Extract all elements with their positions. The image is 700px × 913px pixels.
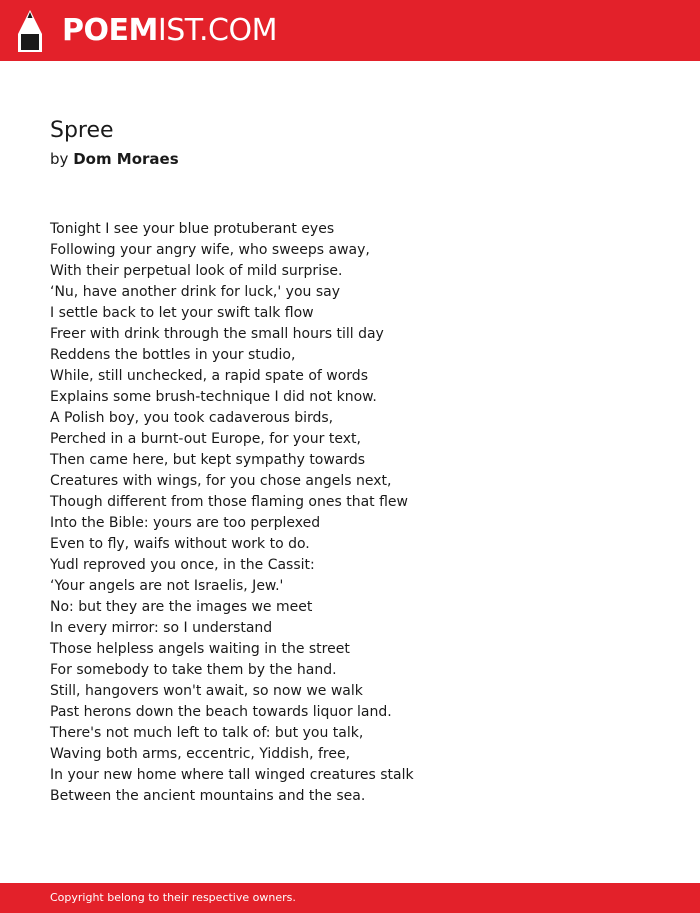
poem-line: In every mirror: so I understand [50, 620, 273, 636]
poem-author: Dom Moraes [73, 150, 179, 168]
poem-line: No: but they are the images we meet [50, 599, 313, 615]
poem-line: Into the Bible: yours are too perplexed [50, 515, 321, 531]
poem-line: Those helpless angels waiting in the street [50, 641, 350, 657]
poem-line: Still, hangovers won't await, so now we walk [50, 683, 363, 699]
poem-line: While, still unchecked, a rapid spate of words [50, 368, 368, 384]
poem-line: Past herons down the beach towards liquor land. [50, 704, 392, 720]
poem-line: Reddens the bottles in your studio, [50, 347, 296, 363]
poem-line: There's not much left to talk of: but you talk, [50, 725, 364, 741]
site-logo[interactable] [62, 12, 277, 50]
poem-line: Between the ancient mountains and the sea. [50, 788, 366, 804]
poem-line: ‘Nu, have another drink for luck,' you say [50, 284, 341, 300]
site-footer [0, 883, 700, 913]
site-header [0, 0, 700, 61]
poem-body [50, 219, 414, 807]
poem-line: In your new home where tall winged creatures stalk [50, 767, 414, 783]
logo-light-text: IST.COM [157, 13, 277, 48]
poem-line: Perched in a burnt-out Europe, for your text, [50, 431, 361, 447]
pencil-tip-icon[interactable] [18, 10, 42, 52]
logo-strong-text: POEM [62, 13, 158, 48]
poem-line: Yudl reproved you once, in the Cassit: [50, 557, 315, 573]
poem-line: I settle back to let your swift talk flow [50, 305, 314, 321]
poem-line: Though different from those flaming ones that flew [50, 494, 408, 510]
copyright-notice: Copyright belong to their respective owners. [50, 891, 296, 904]
poem-byline [50, 149, 179, 169]
poem-line: A Polish boy, you took cadaverous birds, [50, 410, 334, 426]
poem-line: Explains some brush-technique I did not know. [50, 389, 377, 405]
poem-line: Freer with drink through the small hours till day [50, 326, 384, 342]
poem-line: Following your angry wife, who sweeps away, [50, 242, 370, 258]
poem-line: Then came here, but kept sympathy towards [50, 452, 366, 468]
poem-line: For somebody to take them by the hand. [50, 662, 337, 678]
poem-line: ‘Your angels are not Israelis, Jew.' [50, 578, 284, 594]
poem-title: Spree [50, 118, 114, 143]
poem-line: With their perpetual look of mild surprise. [50, 263, 343, 279]
poem-line: Waving both arms, eccentric, Yiddish, free, [50, 746, 351, 762]
poem-line: Even to fly, waifs without work to do. [50, 536, 310, 552]
poem-line: Creatures with wings, for you chose angels next, [50, 473, 392, 489]
by-label: by [50, 150, 69, 168]
poem-line: Tonight I see your blue protuberant eyes [50, 221, 335, 237]
